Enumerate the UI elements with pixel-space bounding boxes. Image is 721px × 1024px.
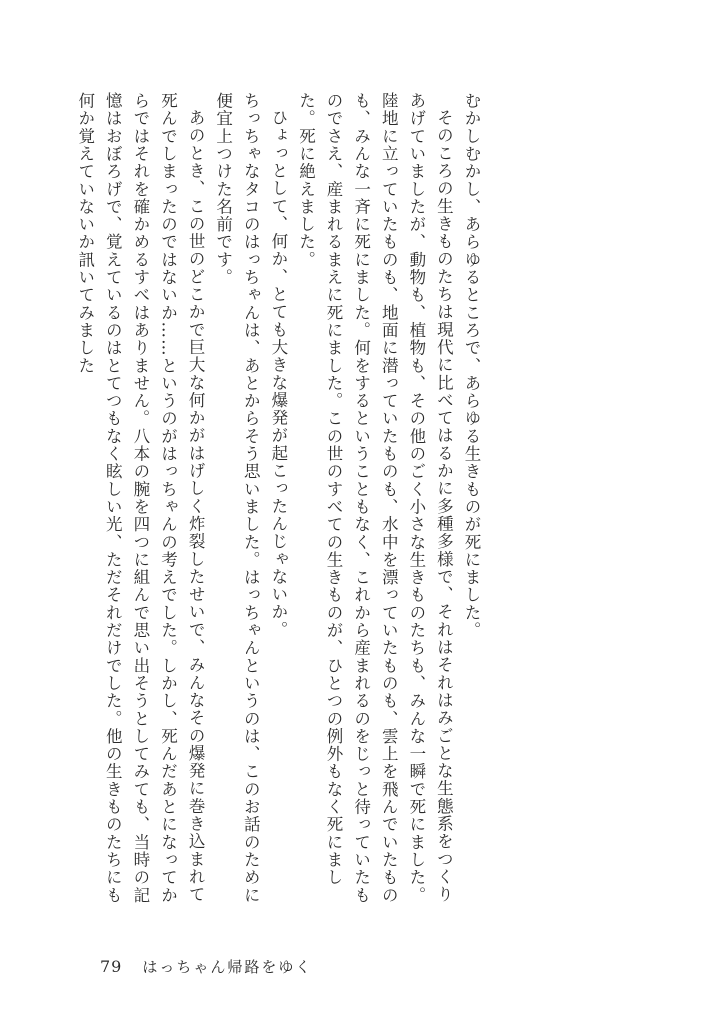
paragraph: ひょっとして、何か、とても大きな爆発が起こったんじゃないか。 — [268, 108, 288, 638]
paragraph: ちっちゃなタコのはっちゃんは、あとからそう思いました。はっちゃんというのは、このお話のために便宜上つけた名前です。 — [213, 92, 261, 904]
page-number: 79 — [100, 957, 123, 976]
paragraph: むかしむかし、あらゆるところで、あらゆる生きものが死にました。 — [462, 92, 481, 640]
paragraph: あのとき、この世のどこかで巨大な何かがはげしく炸裂したせいで、みんなその爆発に巻き込まれて死んでしまったのではないか……というのがはっちゃんの考えでした。しかし、死んだあとになってからではそれを確かめるすべはありません。八本の腕を四つに組んで思い出そうとしてみても、当時の記憶はおぼろげで、覚えているのはとてつもなく眩しい光、ただそれだけでした。他の生きものたちにも何か覚えていないか訊いてみました — [75, 92, 206, 904]
paragraph: そのころの生きものたちは現代に比べてはるかに多種多様で、それはそれはみごとな生態系をつくりあげていましたが、動物も、植物も、その他のごく小さな生きものたちも、みんな一瞬で死にました。陸地に立っていたものも、地面に潜っていたものも、水中を漂っていたものも、雲上を飛んでいたものも、みんな一斉に死にました。何をするということもなく、これから産まれるのをじっと待っていたものでさえ、産まれるまえに死にました。この世のすべての生きものが、ひとつの例外もなく死にました。死に絶えました。 — [296, 92, 454, 904]
page-footer — [100, 956, 312, 977]
running-title: はっちゃん帰路をゆく — [142, 958, 313, 976]
body-text — [75, 92, 485, 910]
